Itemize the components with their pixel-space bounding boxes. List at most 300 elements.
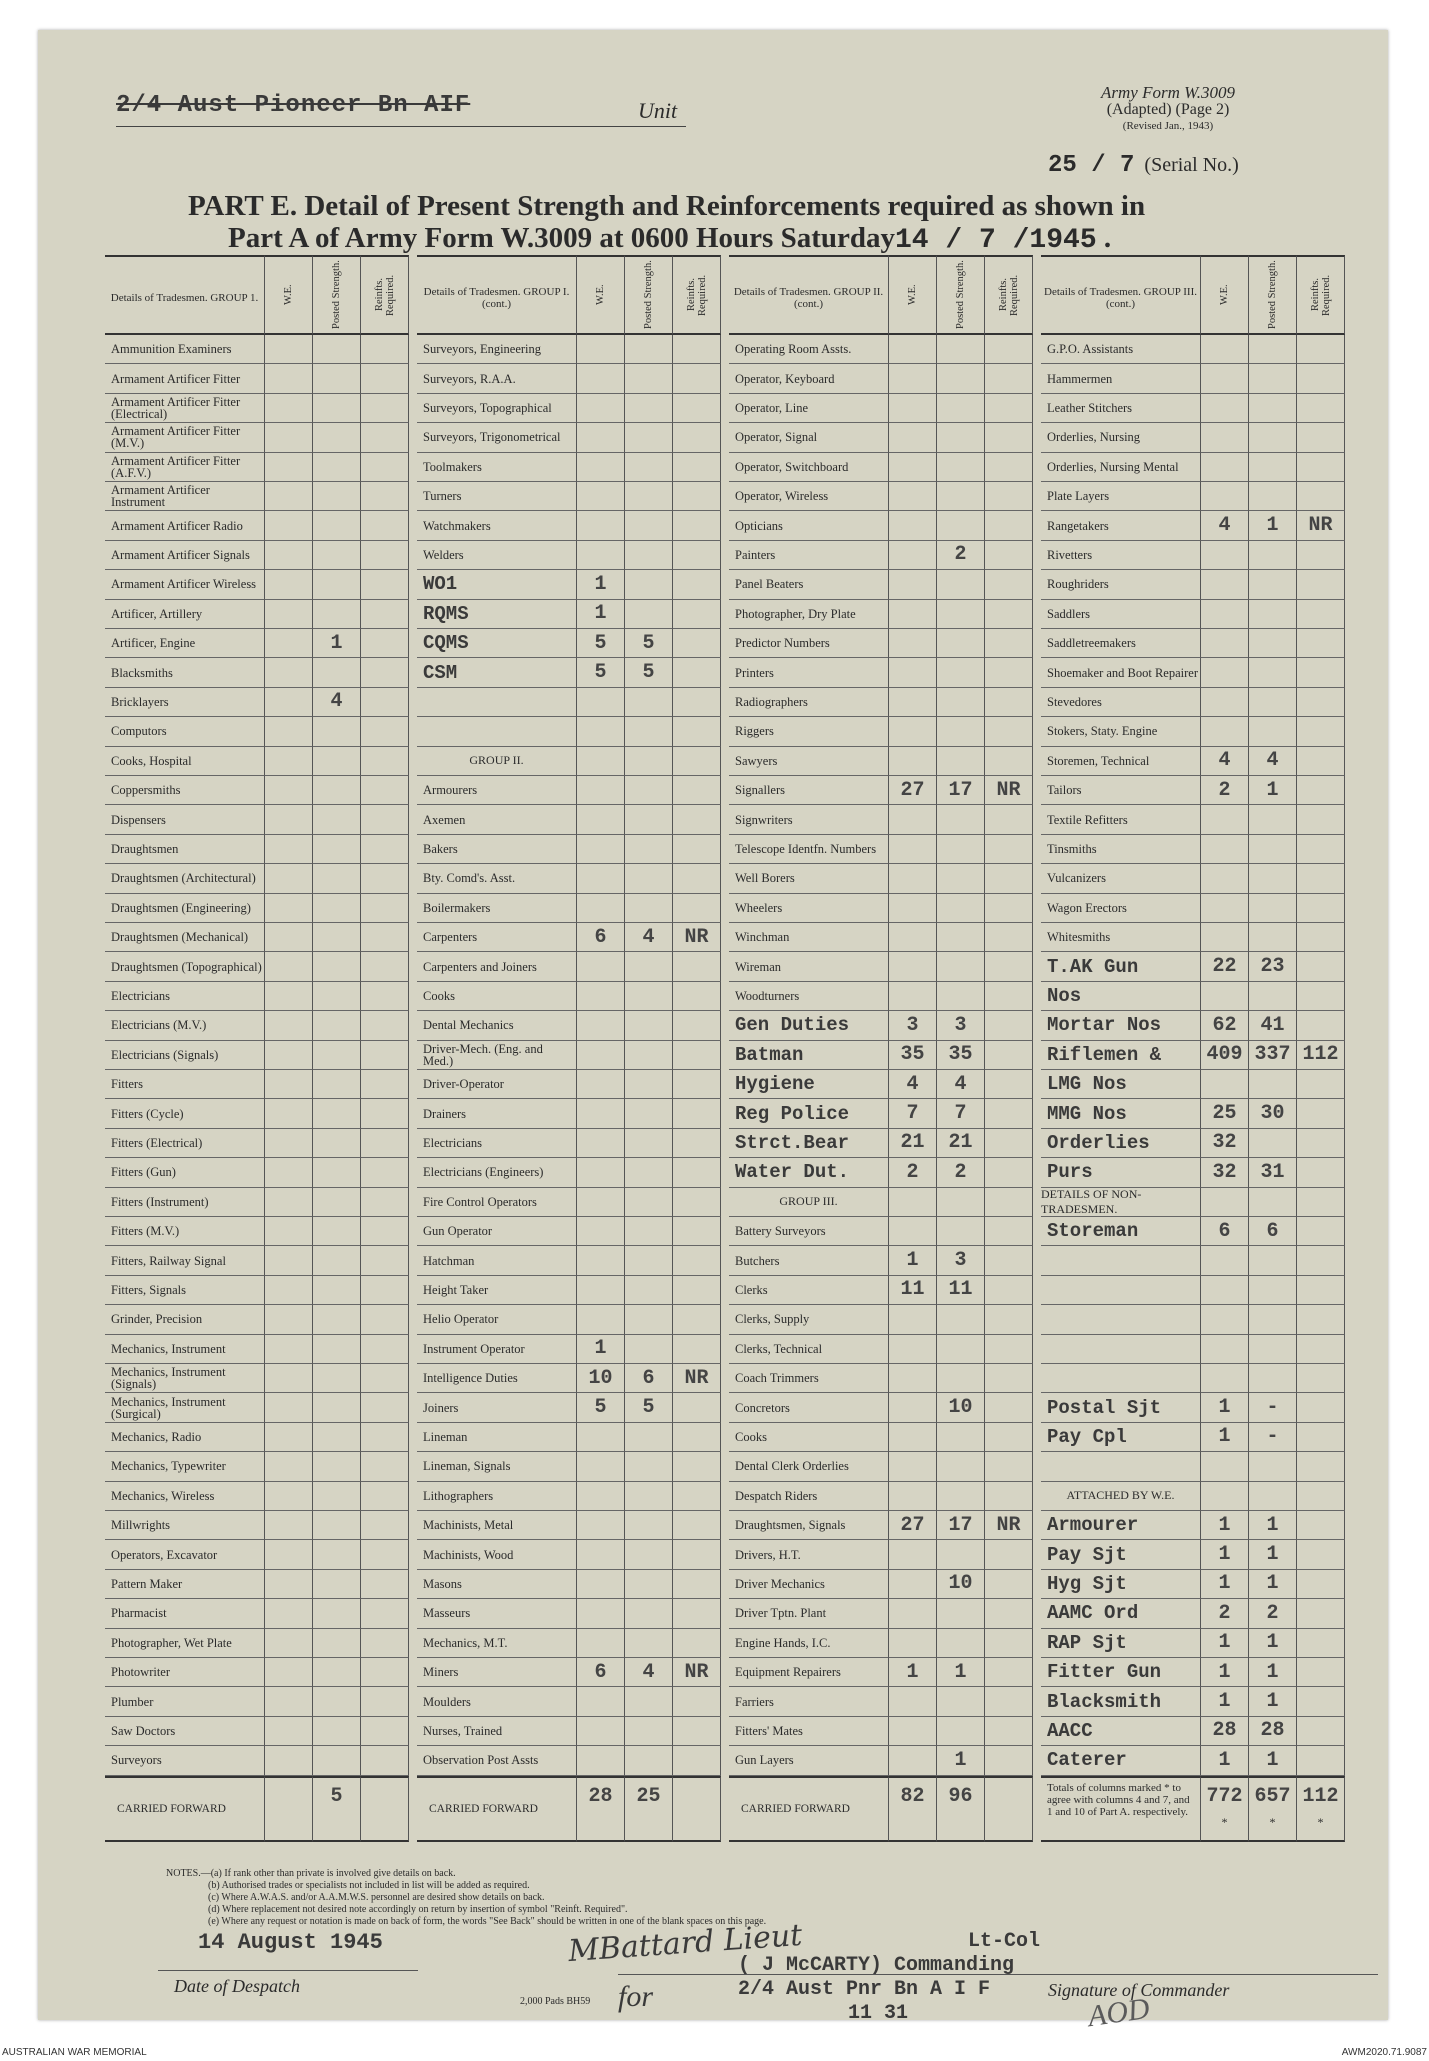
row-group1-20-reinfs (361, 923, 409, 952)
row-group2cont-8-label: Panel Beaters (735, 577, 804, 592)
row-group1cont-26-we (577, 1099, 625, 1128)
row-group3cont-27-posted (1249, 1129, 1297, 1158)
row-group1cont-43-reinfs (673, 1599, 721, 1628)
row-group3cont-14-posted (1249, 747, 1297, 776)
row-group1cont-45-label: Miners (423, 1665, 459, 1680)
row-group3cont-22-reinfs (1297, 982, 1345, 1011)
row-group2cont-28-reinfs (985, 1158, 1033, 1187)
row-group2cont-31-label: Butchers (735, 1253, 780, 1268)
row-group1-8-name (105, 570, 265, 599)
row-group2cont-14-label: Sawyers (735, 753, 778, 768)
row-group3cont-26-we-value: 25 (1212, 1102, 1237, 1126)
row-group2cont-28-we-value: 2 (906, 1160, 919, 1184)
row-group2cont-44-posted (937, 1629, 985, 1658)
row-group3cont-47-label: AACC (1047, 1719, 1093, 1742)
row-group3cont-0-reinfs (1297, 335, 1345, 364)
row-group1-42-label: Pattern Maker (111, 1576, 183, 1591)
row-group1cont-36-we (577, 1393, 625, 1422)
row-group2cont-15-posted (937, 776, 985, 805)
row-group2cont-16-name (729, 805, 889, 834)
row-group2cont-1-posted (937, 364, 985, 393)
row-group1-26-we (265, 1099, 313, 1128)
row-group1cont-2-name (417, 394, 577, 423)
row-group1-13-reinfs (361, 717, 409, 746)
row-group3cont-16-label: Textile Refitters (1047, 812, 1128, 827)
row-group1cont-22-posted (625, 982, 673, 1011)
row-group2cont-30-reinfs (985, 1217, 1033, 1246)
row-group3cont-13-label: Stokers, Staty. Engine (1047, 724, 1158, 739)
row-group1cont-22-we (577, 982, 625, 1011)
header-group1cont-we-label: W.E. (595, 284, 606, 306)
row-group3cont-41-reinfs (1297, 1540, 1345, 1569)
row-group3cont-6-we (1201, 511, 1249, 540)
row-group2cont-15-reinfs (985, 776, 1033, 805)
row-group1cont-26-reinfs (673, 1099, 721, 1128)
row-group1cont-44-posted (625, 1629, 673, 1658)
print-run: 2,000 Pads BH59 (520, 1996, 591, 2007)
row-group1cont-7-we (577, 541, 625, 570)
row-group1-37-name (105, 1423, 265, 1452)
row-group3cont-33-name (1041, 1305, 1201, 1334)
row-group3cont-12-posted (1249, 688, 1297, 717)
row-group1cont-22-name (417, 982, 577, 1011)
form-identifier (1038, 84, 1298, 135)
row-group1-44-posted (313, 1629, 361, 1658)
row-group3cont-32-reinfs (1297, 1276, 1345, 1305)
row-group2cont-20-posted (937, 923, 985, 952)
row-group3cont-17-posted (1249, 835, 1297, 864)
row-group2cont-40-we-value: 27 (900, 1513, 925, 1537)
typed-name: ( J McCARTY) Commanding (738, 1954, 1015, 1977)
row-group1-32-label: Fitters, Signals (111, 1282, 187, 1297)
row-group2cont-42-posted-value: 10 (948, 1572, 973, 1596)
form-name: Army Form W.3009 (1101, 83, 1235, 102)
row-group3cont-15-we (1201, 776, 1249, 805)
row-group1cont-22-reinfs (673, 982, 721, 1011)
row-group1-29-label: Fitters (Instrument) (111, 1194, 209, 1209)
row-group2cont-47-name (729, 1717, 889, 1746)
row-group2cont-9-reinfs (985, 600, 1033, 629)
serial-value: 25 / 7 (1048, 152, 1135, 179)
row-group1-2-name (105, 394, 265, 423)
row-group3cont-31-label (1041, 1246, 1200, 1274)
row-group2cont-17-label: Telescope Identfn. Numbers (735, 841, 877, 856)
row-group2cont-45-reinfs (985, 1658, 1033, 1687)
row-group2cont-24-label: Batman (735, 1043, 804, 1066)
row-group3cont-34-name (1041, 1335, 1201, 1364)
row-group3cont-14-name (1041, 747, 1201, 776)
row-group3cont-37-name (1041, 1423, 1201, 1452)
header-group1cont-posted (625, 255, 673, 335)
row-group3cont-15-reinfs (1297, 776, 1345, 805)
row-group3cont-18-label: Vulcanizers (1047, 871, 1106, 886)
header-group1cont-reinfs-label: Reinfts. Required. (685, 274, 708, 316)
row-group2cont-31-reinfs (985, 1246, 1033, 1275)
row-group1-46-we (265, 1687, 313, 1716)
typed-stray-numbers: 11 31 (848, 2002, 909, 2025)
row-group2cont-6-reinfs (985, 511, 1033, 540)
row-group1-28-reinfs (361, 1158, 409, 1187)
header-group2cont-posted-label: Posted Strength. (955, 260, 966, 330)
carried-forward-label-group3cont: Totals of columns marked * to agree with columns 4 and 7, and 1 and 10 of Part A. respectively. (1047, 1781, 1190, 1818)
serial-label: (Serial No.) (1144, 154, 1239, 176)
row-group1-7-label: Armament Artificer Signals (111, 547, 250, 562)
row-group1cont-48-name (417, 1746, 577, 1775)
row-group1cont-37-reinfs (673, 1423, 721, 1452)
row-group1-5-name (105, 482, 265, 511)
row-group1cont-5-posted (625, 482, 673, 511)
carried-forward-group2cont (729, 1776, 889, 1842)
row-group2cont-30-posted (937, 1217, 985, 1246)
title-year-digit: 5 (1079, 225, 1097, 256)
total-star-reinfs: * (1317, 1814, 1324, 1829)
row-group1-40-name (105, 1511, 265, 1540)
row-group1cont-31-reinfs (673, 1246, 721, 1275)
row-group1cont-7-label: Welders (423, 547, 464, 562)
row-group2cont-18-we (889, 864, 937, 893)
row-group3cont-45-name (1041, 1658, 1201, 1687)
row-group1-31-name (105, 1246, 265, 1275)
row-group2cont-35-name (729, 1364, 889, 1393)
row-group2cont-21-we (889, 952, 937, 981)
row-group2cont-3-reinfs (985, 423, 1033, 452)
row-group2cont-22-name (729, 982, 889, 1011)
row-group1cont-28-name (417, 1158, 577, 1187)
row-group2cont-1-name (729, 364, 889, 393)
row-group1cont-18-name (417, 864, 577, 893)
row-group3cont-30-label: Storeman (1047, 1220, 1139, 1243)
row-group1-3-label: Armament Artificer Fitter (M.V.) (111, 424, 241, 451)
row-group1cont-45-posted-value: 4 (642, 1660, 655, 1684)
row-group2cont-36-reinfs (985, 1393, 1033, 1422)
row-group3cont-11-we (1201, 658, 1249, 687)
row-group1cont-5-reinfs (673, 482, 721, 511)
row-group3cont-12-reinfs (1297, 688, 1345, 717)
row-group3cont-41-name (1041, 1540, 1201, 1569)
row-group1cont-9-posted (625, 600, 673, 629)
row-group2cont-24-we-value: 35 (900, 1043, 925, 1067)
row-group1-39-we (265, 1482, 313, 1511)
row-group3cont-34-we (1201, 1335, 1249, 1364)
carried-forward-label-group2cont: CARRIED FORWARD (741, 1802, 850, 1815)
row-group3cont-47-posted-value: 28 (1260, 1719, 1285, 1743)
row-group1-30-name (105, 1217, 265, 1246)
row-group2cont-39-name (729, 1482, 889, 1511)
row-group2cont-15-name (729, 776, 889, 805)
row-group2cont-11-label: Printers (735, 665, 774, 680)
row-group2cont-6-posted (937, 511, 985, 540)
row-group3cont-41-label: Pay Sjt (1047, 1543, 1127, 1566)
row-group1cont-30-posted (625, 1217, 673, 1246)
row-group1cont-24-label: Driver-Mech. (Eng. and Med.) (423, 1041, 543, 1068)
row-group1cont-0-name (417, 335, 577, 364)
row-group1-32-reinfs (361, 1276, 409, 1305)
row-group1-41-name (105, 1540, 265, 1569)
row-group1cont-21-we (577, 952, 625, 981)
row-group1cont-48-posted (625, 1746, 673, 1775)
row-group1-8-we (265, 570, 313, 599)
carried-forward-group2cont-we-value: 82 (900, 1784, 925, 1808)
row-group1-20-label: Draughtsmen (Mechanical) (111, 930, 249, 945)
row-group1-47-reinfs (361, 1717, 409, 1746)
row-group1cont-34-posted (625, 1335, 673, 1364)
row-group1-12-reinfs (361, 688, 409, 717)
row-group3cont-32-label (1041, 1276, 1200, 1304)
row-group2cont-23-posted-value: 3 (954, 1013, 967, 1037)
row-group1cont-6-posted (625, 511, 673, 540)
row-group1cont-19-we (577, 894, 625, 923)
row-group1cont-31-label: Hatchman (423, 1253, 475, 1268)
row-group2cont-22-reinfs (985, 982, 1033, 1011)
row-group2cont-23-we-value: 3 (906, 1013, 919, 1037)
row-group2cont-12-we (889, 688, 937, 717)
row-group1cont-4-label: Toolmakers (423, 459, 482, 474)
row-group2cont-11-posted (937, 658, 985, 687)
row-group1-11-posted (313, 658, 361, 687)
row-group1cont-46-name (417, 1687, 577, 1716)
row-group1-27-label: Fitters (Electrical) (111, 1135, 203, 1150)
row-group1-43-posted (313, 1599, 361, 1628)
row-group2cont-33-posted (937, 1305, 985, 1334)
row-group1-23-reinfs (361, 1011, 409, 1040)
row-group3cont-12-name (1041, 688, 1201, 717)
row-group1-41-posted (313, 1540, 361, 1569)
row-group2cont-40-reinfs-value: NR (996, 1513, 1021, 1537)
row-group2cont-28-posted-value: 2 (954, 1160, 967, 1184)
row-group2cont-34-label: Clerks, Technical (735, 1341, 823, 1356)
row-group2cont-44-name (729, 1629, 889, 1658)
row-group3cont-45-reinfs (1297, 1658, 1345, 1687)
row-group2cont-20-label: Winchman (735, 930, 790, 945)
row-group3cont-45-we-value: 1 (1218, 1660, 1231, 1684)
row-group1cont-41-label: Machinists, Wood (423, 1547, 514, 1562)
row-group2cont-2-posted (937, 394, 985, 423)
row-group2cont-33-label: Clerks, Supply (735, 1312, 810, 1327)
row-group1-41-reinfs (361, 1540, 409, 1569)
row-group1cont-9-label: RQMS (423, 602, 469, 625)
carried-forward-group1cont (417, 1776, 577, 1842)
row-group1cont-15-we (577, 776, 625, 805)
row-group1cont-38-name (417, 1452, 577, 1481)
row-group1cont-35-posted-value: 6 (642, 1366, 655, 1390)
row-group1cont-18-we (577, 864, 625, 893)
header-group2cont-we (889, 255, 937, 335)
row-group1cont-41-reinfs (673, 1540, 721, 1569)
row-group1-21-posted (313, 952, 361, 981)
row-group1-27-name (105, 1129, 265, 1158)
row-group2cont-13-reinfs (985, 717, 1033, 746)
row-group1cont-36-posted (625, 1393, 673, 1422)
row-group1-37-we (265, 1423, 313, 1452)
row-group1cont-11-we-value: 5 (594, 661, 607, 685)
row-group1cont-26-name (417, 1099, 577, 1128)
row-group2cont-41-name (729, 1540, 889, 1569)
row-group1cont-39-posted (625, 1482, 673, 1511)
row-group2cont-15-label: Signallers (735, 783, 785, 798)
row-group2cont-40-name (729, 1511, 889, 1540)
row-group1-39-name (105, 1482, 265, 1511)
row-group1cont-21-reinfs (673, 952, 721, 981)
row-group1cont-15-posted (625, 776, 673, 805)
row-group3cont-13-posted (1249, 717, 1297, 746)
row-group1cont-20-label: Carpenters (423, 930, 478, 945)
row-group3cont-33-reinfs (1297, 1305, 1345, 1334)
row-group1-6-posted (313, 511, 361, 540)
row-group1cont-43-name (417, 1599, 577, 1628)
row-group1-42-name (105, 1570, 265, 1599)
row-group2cont-25-posted-value: 4 (954, 1072, 967, 1096)
row-group1cont-31-we (577, 1246, 625, 1275)
carried-forward-group3cont-we-value: 772 (1206, 1784, 1243, 1808)
row-group3cont-44-we-value: 1 (1218, 1631, 1231, 1655)
row-group1-4-we (265, 453, 313, 482)
note-b: (b) Authorised trades or specialists not included in list will be added as required. (208, 1880, 530, 1891)
row-group1-20-we (265, 923, 313, 952)
row-group1-45-reinfs (361, 1658, 409, 1687)
title-date: 14 / 7 /194 (895, 225, 1080, 256)
row-group3cont-36-reinfs (1297, 1393, 1345, 1422)
row-group1-38-reinfs (361, 1452, 409, 1481)
row-group1cont-27-label: Electricians (423, 1135, 482, 1150)
row-group1-1-we (265, 364, 313, 393)
row-group1cont-34-we (577, 1335, 625, 1364)
row-group3cont-34-label (1041, 1335, 1200, 1363)
row-group3cont-23-posted (1249, 1011, 1297, 1040)
row-group1cont-6-name (417, 511, 577, 540)
row-group1-36-posted (313, 1393, 361, 1422)
row-group2cont-38-we (889, 1452, 937, 1481)
row-group1-32-posted (313, 1276, 361, 1305)
row-group1-0-reinfs (361, 335, 409, 364)
row-group1cont-20-posted (625, 923, 673, 952)
row-group3cont-32-we (1201, 1276, 1249, 1305)
row-group1-28-name (105, 1158, 265, 1187)
carried-forward-group1-posted-value: 5 (330, 1784, 343, 1808)
row-group1cont-10-we-value: 5 (594, 631, 607, 655)
row-group2cont-12-name (729, 688, 889, 717)
row-group3cont-0-we (1201, 335, 1249, 364)
row-group1cont-40-name (417, 1511, 577, 1540)
row-group3cont-35-we (1201, 1364, 1249, 1393)
carried-forward-group1-posted (313, 1776, 361, 1842)
row-group3cont-11-posted (1249, 658, 1297, 687)
row-group1cont-48-reinfs (673, 1746, 721, 1775)
row-group1cont-39-label: Lithographers (423, 1488, 494, 1503)
row-group3cont-12-we (1201, 688, 1249, 717)
header-group2cont-reinfs (985, 255, 1033, 335)
row-group3cont-31-posted (1249, 1246, 1297, 1275)
typed-signature-block (738, 1930, 1040, 2026)
row-group1-48-we (265, 1746, 313, 1775)
row-group3cont-47-we (1201, 1717, 1249, 1746)
row-group1cont-6-label: Watchmakers (423, 518, 491, 533)
row-group3cont-1-label: Hammermen (1047, 371, 1113, 386)
row-group1-1-name (105, 364, 265, 393)
row-group1cont-29-we (577, 1188, 625, 1217)
carried-forward-group1 (105, 1776, 265, 1842)
row-group1cont-24-we (577, 1041, 625, 1070)
row-group1cont-3-we (577, 423, 625, 452)
row-group1cont-11-posted-value: 5 (642, 661, 655, 685)
row-group3cont-21-we (1201, 952, 1249, 981)
row-group3cont-20-reinfs (1297, 923, 1345, 952)
row-group3cont-21-posted (1249, 952, 1297, 981)
header-group1-we (265, 255, 313, 335)
row-group2cont-46-posted (937, 1687, 985, 1716)
row-group2cont-7-we (889, 541, 937, 570)
row-group3cont-44-name (1041, 1629, 1201, 1658)
row-group2cont-16-label: Signwriters (735, 812, 793, 827)
row-group3cont-35-posted (1249, 1364, 1297, 1393)
row-group2cont-36-name (729, 1393, 889, 1422)
row-group2cont-19-we (889, 894, 937, 923)
carried-forward-label-group1cont: CARRIED FORWARD (429, 1802, 538, 1815)
row-group1-10-we (265, 629, 313, 658)
row-group2cont-16-reinfs (985, 805, 1033, 834)
row-group1-36-name (105, 1393, 265, 1422)
row-group3cont-38-name (1041, 1452, 1201, 1481)
row-group3cont-23-we (1201, 1011, 1249, 1040)
row-group1-15-we (265, 776, 313, 805)
row-group2cont-29-reinfs (985, 1188, 1033, 1217)
row-group1-11-label: Blacksmiths (111, 665, 173, 680)
row-group1-15-reinfs (361, 776, 409, 805)
row-group3cont-25-posted (1249, 1070, 1297, 1099)
row-group1-0-posted (313, 335, 361, 364)
row-group3cont-48-posted (1249, 1746, 1297, 1775)
row-group1cont-42-reinfs (673, 1570, 721, 1599)
row-group3cont-16-name (1041, 805, 1201, 834)
header-group2cont-reinfs-label: Reinfts. Required. (997, 274, 1020, 316)
row-group1cont-26-label: Drainers (423, 1106, 467, 1121)
row-group1cont-41-posted (625, 1540, 673, 1569)
carried-forward-group1cont-posted-value: 25 (636, 1784, 661, 1808)
carried-forward-group2cont-we (889, 1776, 937, 1842)
row-group1cont-0-posted (625, 335, 673, 364)
row-group2cont-9-label: Photographer, Dry Plate (735, 606, 856, 621)
row-group2cont-32-posted (937, 1276, 985, 1305)
row-group1-8-reinfs (361, 570, 409, 599)
row-group3cont-48-we-value: 1 (1218, 1748, 1231, 1772)
row-group3cont-44-posted (1249, 1629, 1297, 1658)
row-group2cont-0-name (729, 335, 889, 364)
row-group3cont-32-name (1041, 1276, 1201, 1305)
header-group1-we-label: W.E. (283, 284, 294, 306)
row-group2cont-1-reinfs (985, 364, 1033, 393)
row-group3cont-30-we-value: 6 (1218, 1219, 1231, 1243)
carried-forward-group1cont-we (577, 1776, 625, 1842)
row-group1-4-reinfs (361, 453, 409, 482)
row-group1-24-posted (313, 1041, 361, 1070)
row-group1cont-40-label: Machinists, Metal (423, 1518, 514, 1533)
row-group1-44-label: Photographer, Wet Plate (111, 1635, 232, 1650)
row-group1cont-30-name (417, 1217, 577, 1246)
row-group3cont-7-posted (1249, 541, 1297, 570)
row-group2cont-30-label: Battery Surveyors (735, 1224, 826, 1239)
row-group1cont-16-reinfs (673, 805, 721, 834)
row-group1-15-posted (313, 776, 361, 805)
row-group2cont-13-name (729, 717, 889, 746)
row-group3cont-19-reinfs (1297, 894, 1345, 923)
form-revised: (Revised Jan., 1943) (1122, 120, 1214, 132)
row-group3cont-28-name (1041, 1158, 1201, 1187)
row-group2cont-18-reinfs (985, 864, 1033, 893)
row-group1cont-38-reinfs (673, 1452, 721, 1481)
row-group3cont-9-we (1201, 600, 1249, 629)
row-group2cont-34-we (889, 1335, 937, 1364)
row-group3cont-22-we (1201, 982, 1249, 1011)
row-group1-34-label: Mechanics, Instrument (111, 1341, 226, 1356)
